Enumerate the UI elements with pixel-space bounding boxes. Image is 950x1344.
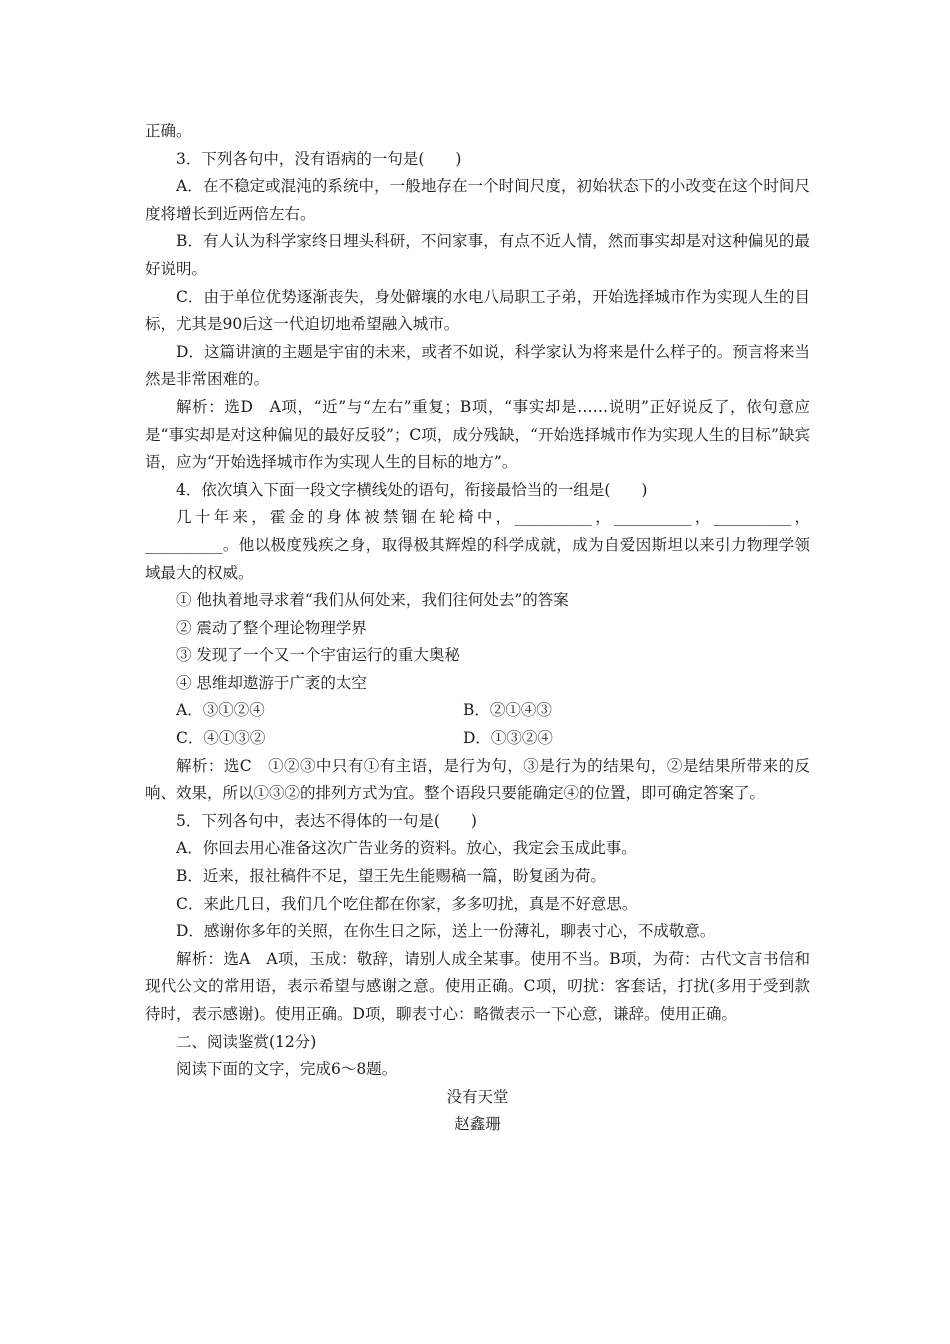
section-2-intro: 阅读下面的文字，完成6～8题。 (176, 1060, 398, 1079)
q4-passage: 几十年来，霍金的身体被禁锢在轮椅中，__________，__________，__________，__________。他以极度残疾之身，取得极其辉煌的科学成就，成为自爱因斯坦以来引力物理学领域最大的权威。 (145, 508, 810, 582)
document-page (145, 118, 810, 1139)
q5-option-d: D．感谢你多年的关照，在你生日之际，送上一份薄礼，聊表寸心，不成敬意。 (176, 922, 716, 941)
q4-option-c: C．④①③② (176, 729, 266, 748)
q3-option-d: D．这篇讲演的主题是宇宙的未来，或者不如说，科学家认为将来是什么样子的。预言将来当然是非常困难的。 (145, 342, 810, 389)
q4-item-1: ① 他执着地寻求着“我们从何处来，我们往何处去”的答案 (176, 591, 569, 610)
q3-option-a: A．在不稳定或混沌的系统中，一般地存在一个时间尺度，初始状态下的小改变在这个时间尺度将增长到近两倍左右。 (145, 177, 810, 223)
q3-option-b: B．有人认为科学家终日埋头科研，不问家事，有点不近人情，然而事实却是对这种偏见的最好说明。 (145, 232, 810, 278)
q4-item-3: ③ 发现了一个又一个宇宙运行的重大奥秘 (176, 646, 460, 665)
q4-item-2: ② 震动了整个理论物理学界 (176, 618, 367, 637)
q5-explanation: 解析：选A A项，玉成：敬辞，请别人成全某事。使用不当。B项，为荷：古代文言书信和现代公文的常用语，表示希望与感谢之意。使用正确。C项，叨扰：客套话，打扰(多用于受到款待时，表示感谢)。使用正确。D项，聊表寸心：略微表示一下心意，谦辞。使用正确。 (145, 949, 810, 1023)
q5-option-a: A．你回去用心准备这次广告业务的资料。放心，我定会玉成此事。 (176, 839, 637, 858)
q4-option-b: B．②①④③ (463, 701, 552, 720)
question-3: 3．下列各句中，没有语病的一句是( ) (176, 149, 462, 168)
q4-options-row-1 (145, 697, 810, 725)
q4-item-4: ④ 思维却遨游于广袤的太空 (176, 673, 367, 692)
prev-answer-tail: 正确。 (145, 122, 192, 140)
passage-author: 赵鑫珊 (454, 1115, 501, 1134)
q4-explanation: 解析：选C ①②③中只有①有主语，是行为句，③是行为的结果句，②是结果所带来的反响、效果，所以①③②的排列方式为宜。整个语段只要能确定④的位置，即可确定答案了。 (145, 756, 810, 803)
q4-option-d: D．①③②④ (463, 729, 553, 748)
passage-title: 没有天堂 (446, 1087, 509, 1106)
q5-option-b: B．近来，报社稿件不足，望王先生能赐稿一篇，盼复函为荷。 (176, 867, 606, 886)
q5-option-c: C．来此几日，我们几个吃住都在你家，多多叨扰，真是不好意思。 (176, 894, 638, 913)
question-5: 5．下列各句中，表达不得体的一句是( ) (176, 811, 477, 830)
q4-option-a: A．③①②④ (176, 701, 265, 720)
question-4: 4．依次填入下面一段文字横线处的语句，衔接最恰当的一组是( ) (176, 480, 648, 499)
q3-explanation: 解析：选D A项，“近”与“左右”重复；B项，“事实却是……说明”正好说反了，依句意应是“事实却是对这种偏见的最好反驳”；C项，成分残缺，“开始选择城市作为实现人生的目标”缺宾语，应为“开始选择城市作为实现人生的目标的地方”。 (145, 397, 810, 472)
q4-options-row-2 (145, 725, 810, 753)
q3-option-c: C．由于单位优势逐渐丧失，身处僻壤的水电八局职工子弟，开始选择城市作为实现人生的目标，尤其是90后这一代迫切地希望融入城市。 (145, 287, 810, 334)
section-2-heading: 二、阅读鉴赏(12分) (176, 1032, 317, 1051)
